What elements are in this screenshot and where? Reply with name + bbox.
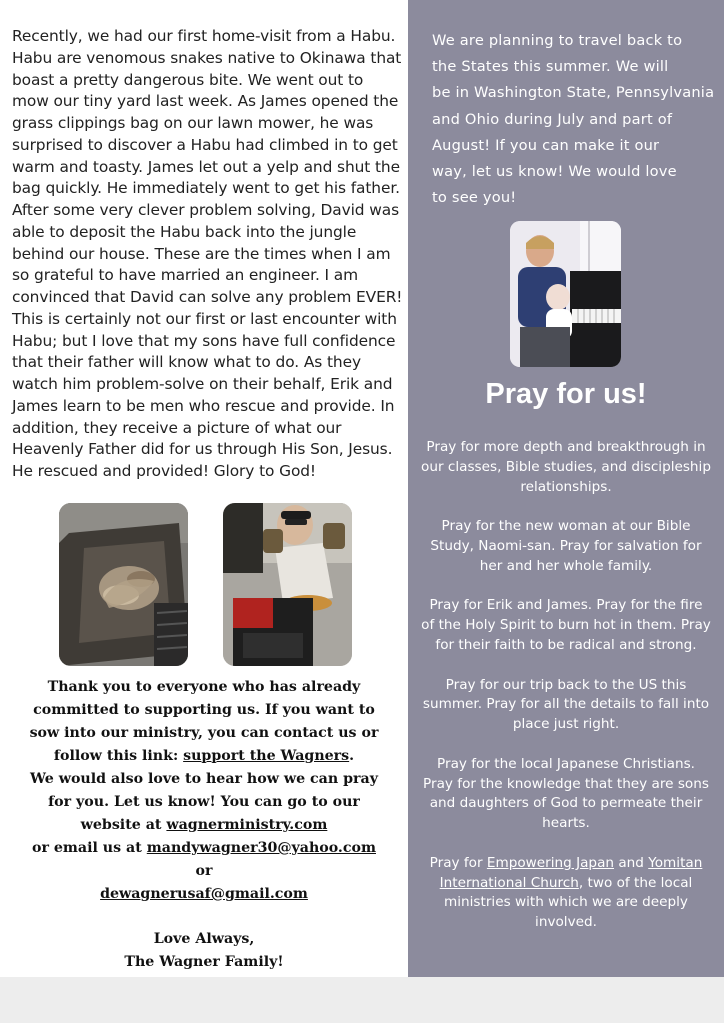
prayer-text: and — [614, 854, 649, 871]
travel-announcement — [432, 28, 717, 211]
thanks-line: or — [195, 863, 213, 879]
thanks-line: for you. Let us know! You can go to our — [48, 794, 360, 810]
prayer-line: ministries with which we are deeply — [444, 894, 688, 911]
habu-snake-photo — [59, 503, 188, 666]
international-church-link[interactable]: International Church — [439, 874, 579, 891]
right-sidebar — [408, 0, 724, 977]
travel-line: We are planning to travel back to — [432, 32, 683, 49]
boy-with-mower-photo — [223, 503, 352, 666]
habu-snake-image — [59, 503, 188, 666]
travel-line: August! If you can make it our — [432, 136, 660, 154]
thanks-text: or email us at — [31, 840, 147, 856]
pray-for-us-heading: Pray for us! — [485, 378, 647, 410]
prayer-line — [416, 854, 716, 874]
support-the-wagners-link[interactable]: support the Wagners — [183, 748, 350, 764]
thanks-line: Thank you to everyone who has already — [47, 679, 361, 695]
thanks-line: sow into our ministry, you can contact us or — [29, 725, 379, 741]
spacer — [416, 656, 716, 676]
thank-you-message — [18, 676, 390, 974]
thanks-line — [18, 837, 390, 860]
empowering-japan-link[interactable]: Empowering Japan — [486, 854, 615, 871]
habu-story-paragraph: Recently, we had our first home-visit from a Habu. Habu are venomous snakes native to Okinawa that boast a pretty dangerous bite. We went out to mow our tiny yard last week. As James opened the grass clippings bag on our lawn mower, he was surprised to discover a Habu had climbed in to get warm and toasty. James let out a yelp and shut the bag quickly. He immediately went to get his father. After some very clever problem solving, David was able to deposit the Habu back into the jungle behind our house. These are the times when I am so grateful to have married an engineer. I am convinced that David can solve any problem EVER! This is certainly not our first or last encounter with Habu; but I love that my sons have full confidence that their father will know what to do. As they watch him problem-solve on their behalf, Erik and James learn to be men who rescue and provide. In addition, they receive a picture of what our Heavenly Father did for us through His Son, Jesus. He rescued and provided! Glory to God! — [12, 27, 403, 480]
spacer — [18, 906, 390, 928]
spacer — [416, 497, 716, 517]
prayer-line: hearts. — [542, 815, 590, 832]
prayer-line: relationships. — [520, 478, 612, 495]
spacer — [416, 577, 716, 597]
thanks-line — [18, 814, 390, 837]
prayer-line: our classes, Bible studies, and discipleship — [421, 458, 711, 475]
bottom-strip — [0, 977, 724, 1023]
prayer-line: Pray for more depth and breakthrough in — [426, 439, 706, 455]
thanks-text: . — [349, 748, 355, 764]
prayer-line: Pray for the local Japanese Christians. — [437, 755, 695, 772]
website-link[interactable]: wagnerministry.com — [166, 817, 328, 833]
prayer-line: her and her whole family. — [479, 557, 653, 574]
thanks-line: We would also love to hear how we can pray — [30, 771, 378, 787]
signature-text: The Wagner Family! — [124, 954, 284, 970]
yomitan-link[interactable]: Yomitan — [648, 854, 703, 871]
thanks-line: committed to supporting us. If you want to — [33, 702, 375, 718]
thanks-text: follow this link: — [53, 748, 184, 764]
prayer-line: Pray for the knowledge that they are sons — [423, 775, 709, 792]
travel-line: and Ohio during July and part of — [432, 110, 673, 128]
prayer-line: and daughters of God to permeate their — [429, 795, 703, 812]
travel-line: be in Washington State, Pennsylvania — [432, 84, 715, 102]
prayer-line: summer. Pray for all the details to fall into — [422, 696, 710, 713]
travel-line: the States this summer. We will — [432, 58, 669, 76]
spacer — [416, 735, 716, 755]
prayer-line: place just right. — [512, 716, 620, 733]
prayer-line: Pray for our trip back to the US this — [445, 676, 687, 693]
mandy-email-link[interactable]: mandywagner30@yahoo.com — [146, 840, 376, 856]
prayer-line: Study, Naomi-san. Pray for salvation for — [430, 537, 702, 554]
prayer-text: Pray for — [429, 854, 487, 871]
david-email-link[interactable]: dewagnerusaf@gmail.com — [100, 886, 308, 902]
boy-with-mower-image — [223, 503, 352, 666]
thanks-line — [18, 883, 390, 906]
piano-image — [510, 221, 621, 367]
prayer-line: Pray for Erik and James. Pray for the fire — [429, 597, 703, 614]
prayer-line: involved. — [535, 914, 597, 931]
prayer-line — [416, 874, 716, 894]
prayer-line: of the Holy Spirit to burn hot in them. Pray — [421, 617, 711, 634]
prayer-line: for their faith to be radical and strong. — [435, 636, 697, 653]
travel-line: way, let us know! We would love — [432, 163, 677, 181]
spacer — [416, 834, 716, 854]
piano-photo — [510, 221, 621, 367]
prayer-list — [416, 438, 716, 933]
travel-line: to see you! — [432, 189, 517, 207]
closing-text: Love Always, — [153, 931, 255, 947]
thanks-text: website at — [80, 817, 167, 833]
thanks-line — [18, 745, 390, 768]
prayer-text: , two of the local — [578, 874, 693, 891]
prayer-line: Pray for the new woman at our Bible — [441, 518, 691, 535]
